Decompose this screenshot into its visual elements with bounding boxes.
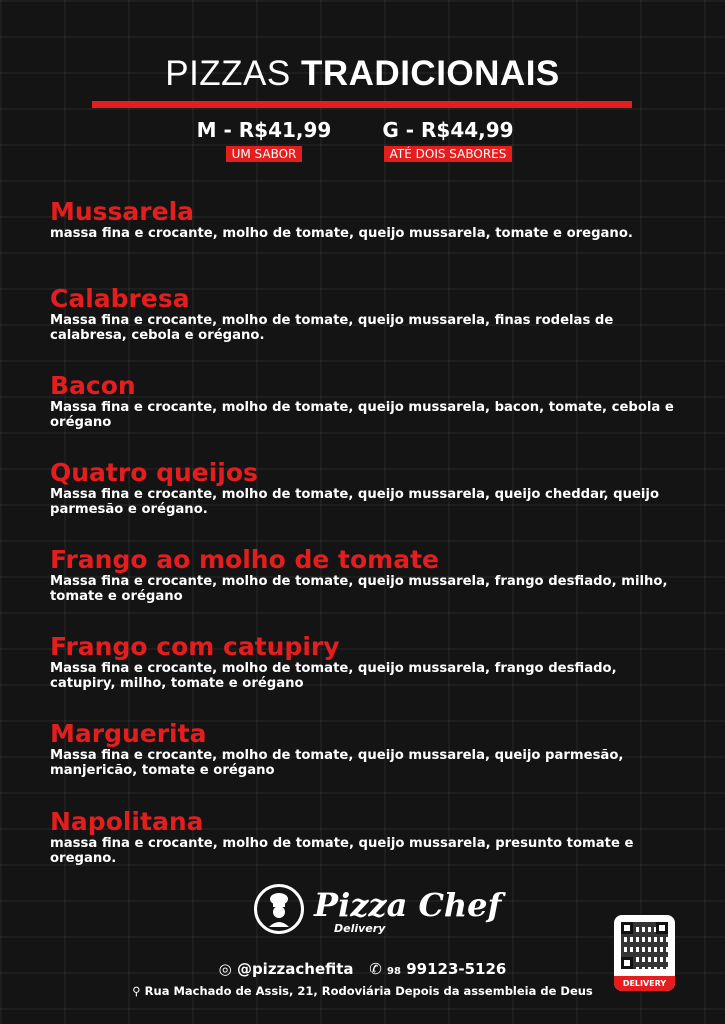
item-name: Marguerita bbox=[50, 719, 207, 748]
item-name: Napolitana bbox=[50, 807, 204, 836]
item-description: Massa fina e crocante, molho de tomate, queijo mussarela, frango desfiado, catupiry, milho, tomate e orégano bbox=[50, 661, 617, 691]
menu-item bbox=[50, 198, 680, 241]
brand-logo bbox=[254, 884, 502, 944]
menu-item bbox=[50, 720, 680, 778]
price-large-amount: G - R$44,99 bbox=[382, 118, 514, 142]
qr-finder-icon bbox=[621, 922, 633, 934]
item-name: Frango ao molho de tomate bbox=[50, 545, 439, 574]
price-large-tag: ATÉ DOIS SABORES bbox=[384, 146, 513, 162]
item-name: Bacon bbox=[50, 371, 136, 400]
title-light: PIZZAS bbox=[165, 54, 291, 93]
menu-item bbox=[50, 372, 680, 430]
item-name: Frango com catupiry bbox=[50, 632, 340, 661]
item-name: Mussarela bbox=[50, 197, 195, 226]
address-text: Rua Machado de Assis, 21, Rodoviária Depois da assembleia de Deus bbox=[144, 984, 593, 998]
qr-label: DELIVERY bbox=[614, 976, 675, 991]
item-description: massa fina e crocante, molho de tomate, queijo mussarela, presunto tomate e oregano. bbox=[50, 836, 634, 866]
price-medium-tag: UM SABOR bbox=[226, 146, 303, 162]
item-description: Massa fina e crocante, molho de tomate, queijo mussarela, bacon, tomate, cebola e orégano bbox=[50, 400, 674, 430]
item-name: Quatro queijos bbox=[50, 458, 258, 487]
item-description: massa fina e crocante, molho de tomate, queijo mussarela, tomate e oregano. bbox=[50, 226, 633, 241]
item-name: Calabresa bbox=[50, 284, 190, 313]
title-bold: TRADICIONAIS bbox=[300, 54, 560, 93]
price-large bbox=[360, 118, 536, 162]
chef-icon bbox=[254, 884, 304, 934]
instagram-icon: ◎ bbox=[218, 960, 232, 978]
menu-item bbox=[50, 285, 680, 343]
price-medium-amount: M - R$41,99 bbox=[196, 118, 332, 142]
menu-item bbox=[50, 633, 680, 691]
price-medium bbox=[190, 118, 338, 162]
brand-sub: Delivery bbox=[334, 922, 386, 935]
menu-item bbox=[50, 546, 680, 604]
qr-code-badge[interactable] bbox=[614, 915, 675, 991]
instagram-handle[interactable]: @pizzachefita bbox=[236, 960, 354, 978]
page-title bbox=[0, 54, 725, 94]
item-description: Massa fina e crocante, molho de tomate, queijo mussarela, frango desfiado, milho, tomate e orégano bbox=[50, 574, 668, 604]
item-description: Massa fina e crocante, molho de tomate, queijo mussarela, queijo parmesão, manjericão, tomate e orégano bbox=[50, 748, 624, 778]
title-underline bbox=[92, 101, 632, 108]
phone-ddd: 98 bbox=[387, 966, 401, 977]
menu-item bbox=[50, 459, 680, 517]
phone-number[interactable]: 99123-5126 bbox=[406, 960, 507, 978]
brand-name: Pizza Chef bbox=[314, 886, 502, 924]
item-description: Massa fina e crocante, molho de tomate, queijo mussarela, finas rodelas de calabresa, cebola e orégano. bbox=[50, 313, 614, 343]
whatsapp-icon: ✆ bbox=[369, 960, 382, 978]
menu-item bbox=[50, 808, 680, 866]
qr-finder-icon bbox=[656, 922, 668, 934]
qr-finder-icon bbox=[621, 957, 633, 969]
item-description: Massa fina e crocante, molho de tomate, queijo mussarela, queijo cheddar, queijo parmesão e orégano. bbox=[50, 487, 660, 517]
location-pin-icon: ⚲ bbox=[132, 984, 141, 998]
